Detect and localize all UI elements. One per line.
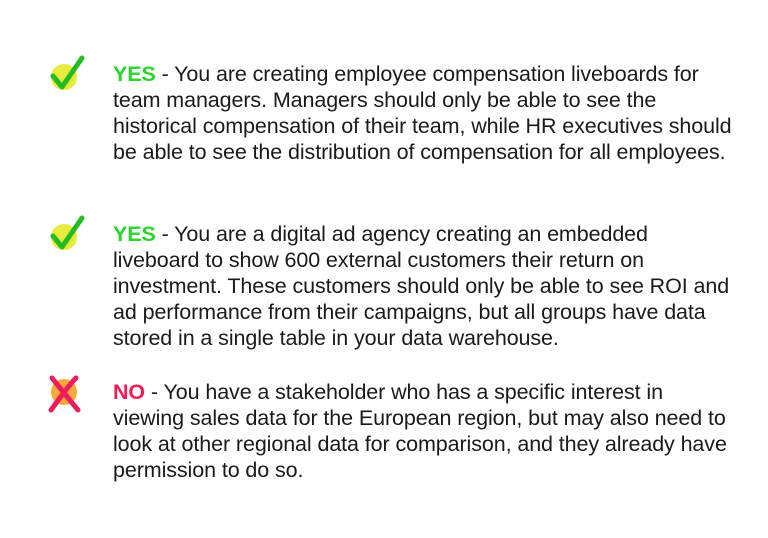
criteria-description: - You are a digital ad agency creating an embedded liveboard to show 600 external customers their return on investment. These customers should only be able to see ROI and ad performance from their campaigns, but all groups have data stored in a single table in your data warehouse. xyxy=(113,222,730,350)
cross-icon xyxy=(42,370,90,418)
verdict-label: YES xyxy=(113,222,156,246)
criteria-text xyxy=(113,61,738,165)
criteria-description: - You are creating employee compensation liveboards for team managers. Managers should only be able to see the historical compensation of their team, while HR executives should be able to see the distribution of compensation for all employees. xyxy=(113,62,732,164)
criteria-text xyxy=(113,221,738,351)
verdict-label: YES xyxy=(113,62,156,86)
criteria-text xyxy=(113,379,738,483)
check-icon xyxy=(42,212,90,260)
criteria-description: - You have a stakeholder who has a specific interest in viewing sales data for the European region, but may also need to look at other regional data for comparison, and they already have permission to do so. xyxy=(113,380,727,482)
check-icon xyxy=(42,52,90,100)
verdict-label: NO xyxy=(113,380,146,404)
